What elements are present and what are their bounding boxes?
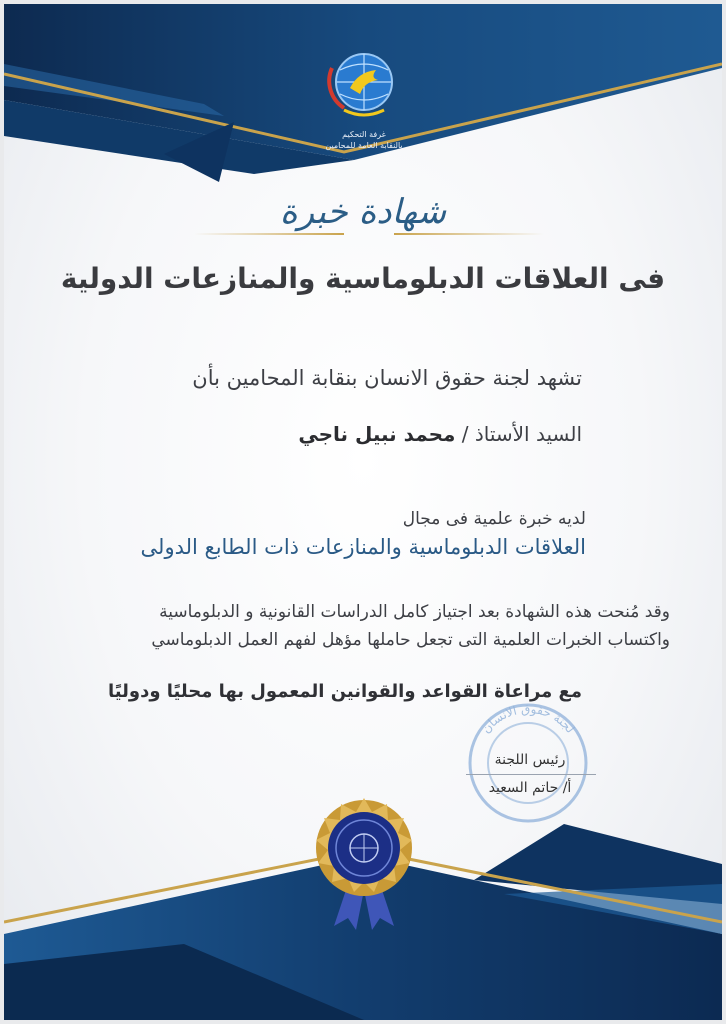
certificate-sheet xyxy=(4,4,722,1020)
recipient-name: محمد نبيل ناجي xyxy=(298,422,456,446)
logo-line-2: بالنقابة العامة للمحامين xyxy=(325,141,403,150)
recipient-prefix: السيد الأستاذ / xyxy=(461,422,582,446)
certificate-subtitle: فى العلاقات الدبلوماسية والمنازعات الدولية xyxy=(60,262,666,295)
closing-line: مع مراعاة القواعد والقوانين المعمول بها محليًا ودوليًا xyxy=(108,681,582,702)
recipient-line xyxy=(82,422,582,446)
grant-line-2: واكتساب الخبرات العلمية التى تجعل حاملها مؤهل لفهم العمل الدبلوماسي xyxy=(151,630,670,650)
globe-logo-icon xyxy=(304,48,424,128)
stamp-ring-text: لجنة حقوق الانسان xyxy=(478,701,578,736)
certificate-title: شهادة خبرة xyxy=(279,192,447,232)
signature-role: رئيس اللجنة xyxy=(494,752,566,768)
title-divider-right xyxy=(394,233,544,235)
signature-line xyxy=(466,774,596,775)
grant-line-1: وقد مُنحت هذه الشهادة بعد اجتياز كامل الدراسات القانونية و الدبلوماسية xyxy=(159,602,670,622)
title-divider-left xyxy=(194,233,344,235)
logo-line-1: غرفة التحكيم xyxy=(342,130,386,139)
expertise-intro: لديه خبرة علمية فى مجال xyxy=(402,509,586,529)
seal-rosette-icon xyxy=(304,794,424,934)
signature-name: أ/ حاتم السعيد xyxy=(488,780,572,796)
expertise-field: العلاقات الدبلوماسية والمنازعات ذات الطابع الدولى xyxy=(140,535,586,559)
svg-text:لجنة حقوق الانسان xyxy=(479,702,578,736)
attest-line: تشهد لجنة حقوق الانسان بنقابة المحامين بأن xyxy=(192,366,582,390)
organization-logo xyxy=(304,48,424,158)
